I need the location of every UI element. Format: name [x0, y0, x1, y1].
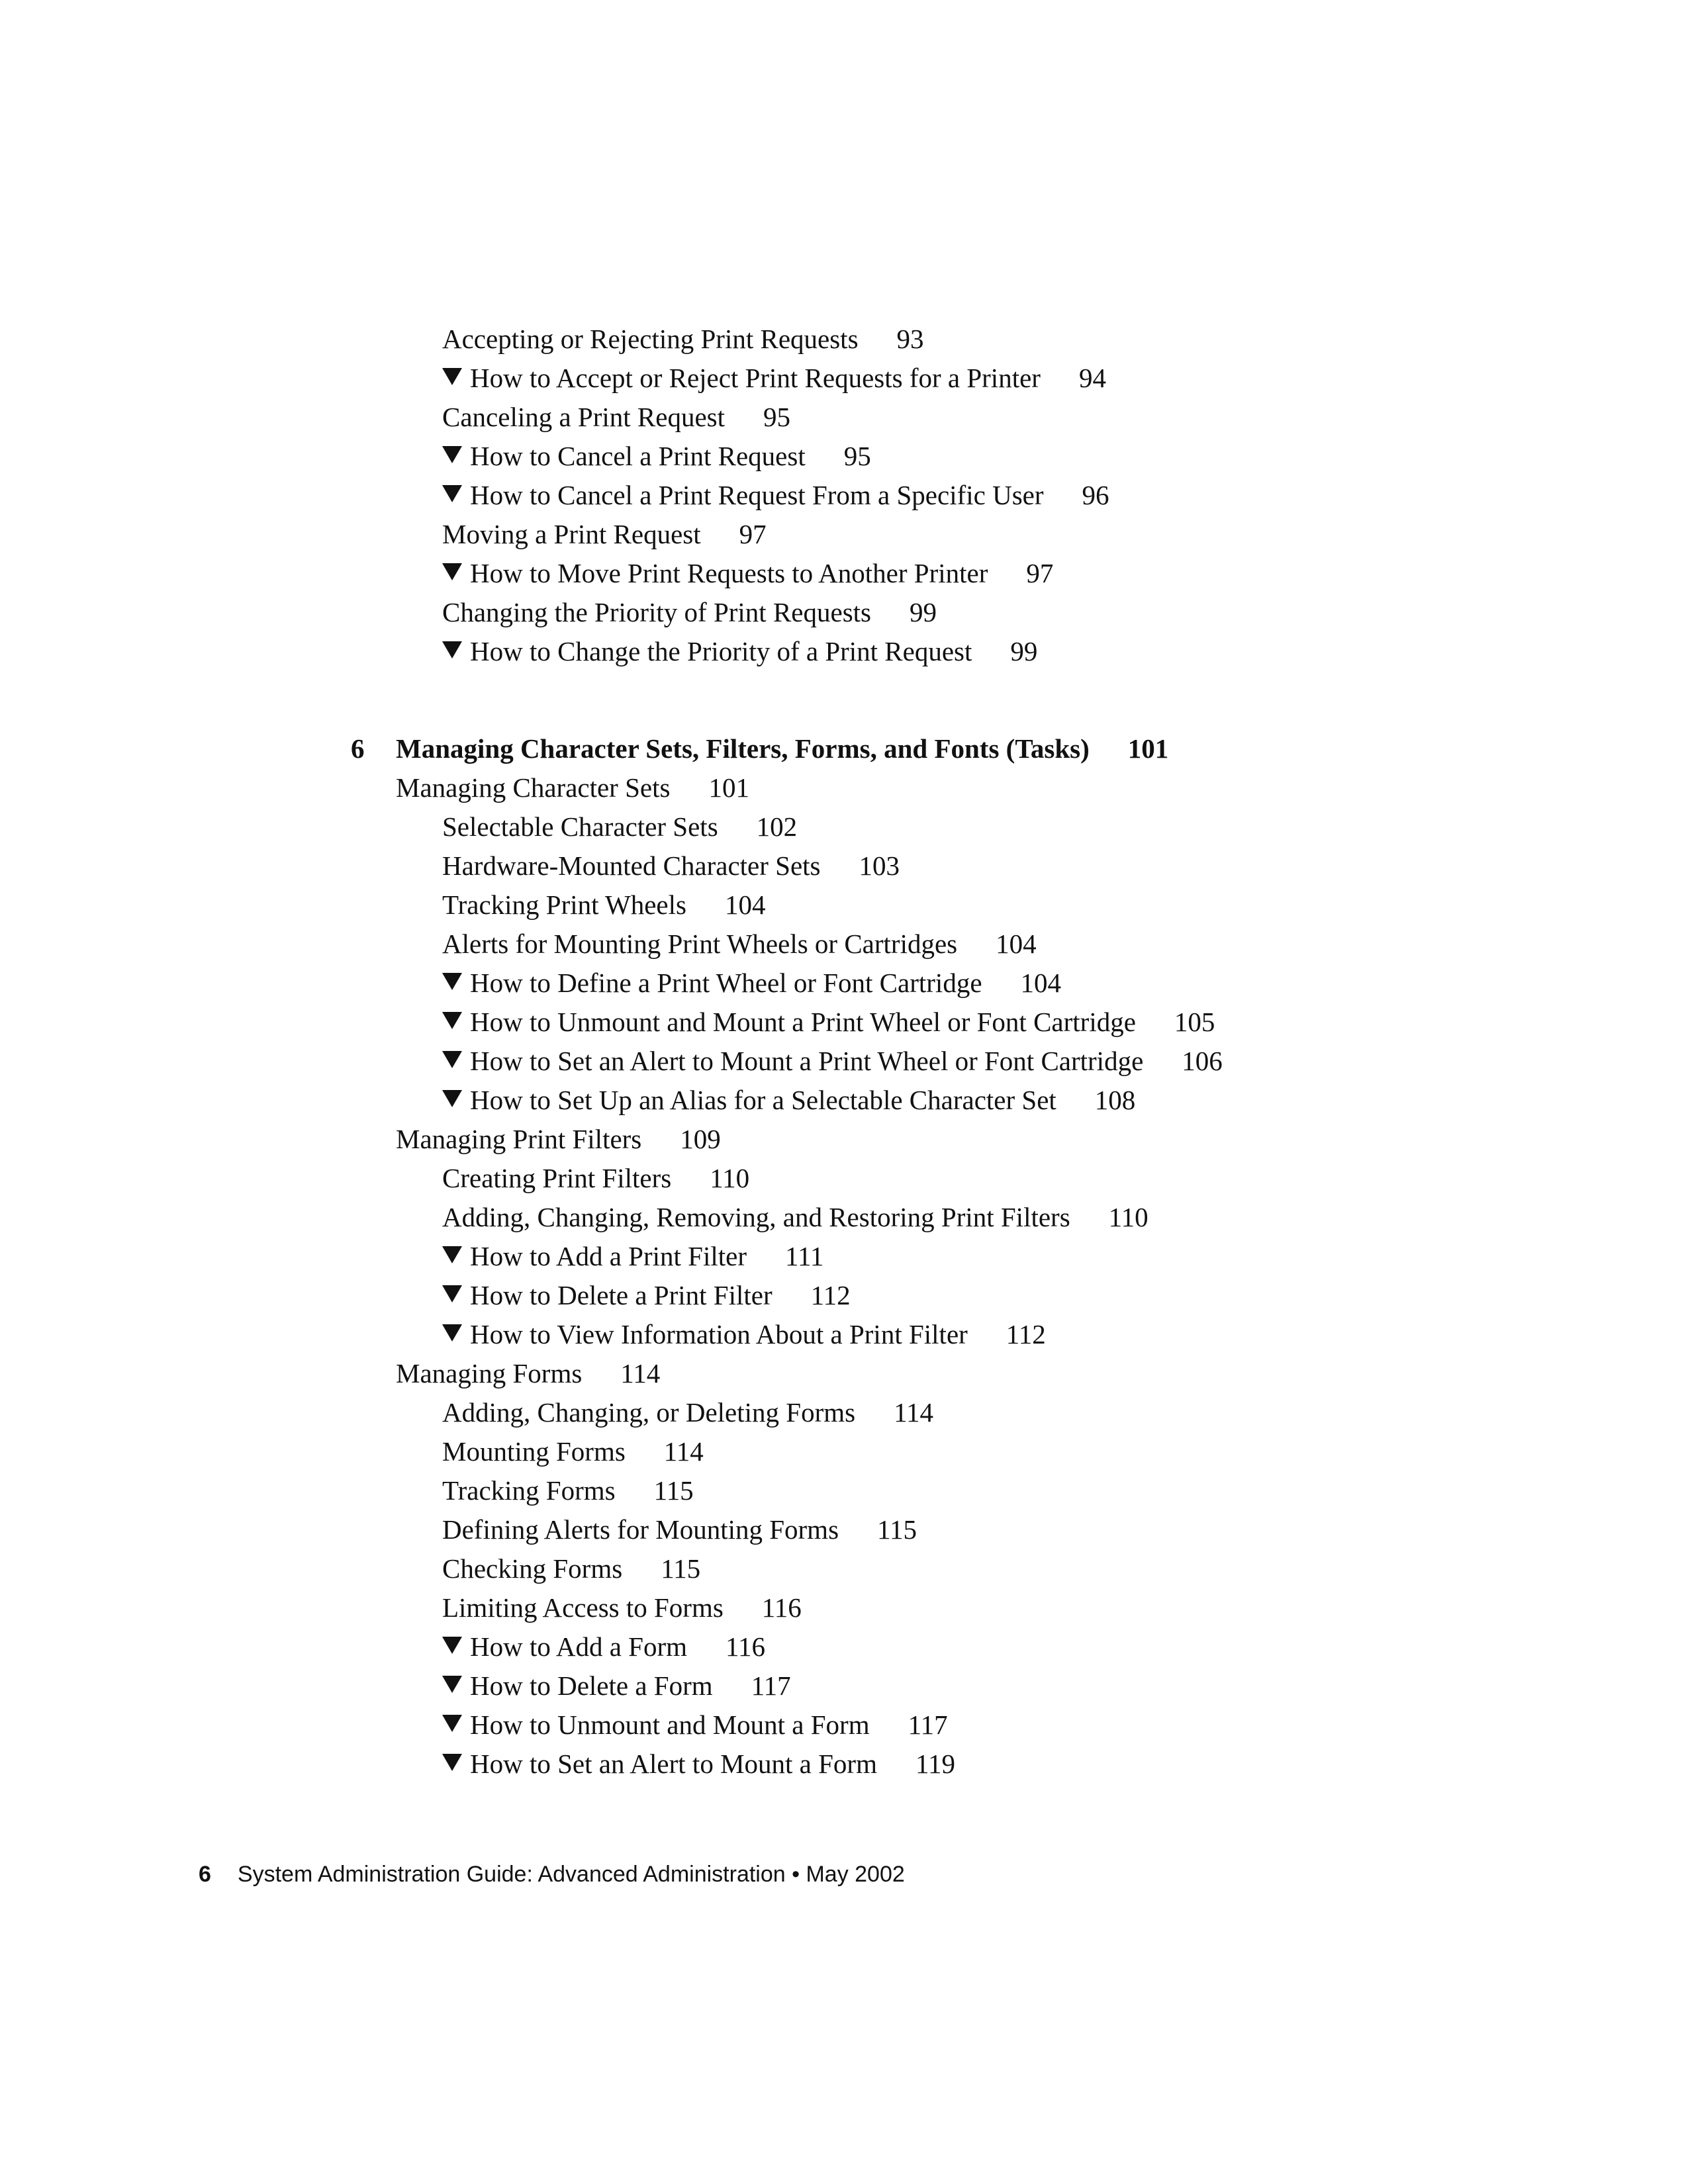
toc-entry-page: 94 [1078, 363, 1106, 393]
toc-entry[interactable] [442, 1474, 694, 1507]
toc-entry[interactable] [442, 439, 871, 473]
toc-entry-page: 116 [726, 1631, 765, 1662]
toc-entry[interactable] [442, 1747, 955, 1780]
toc-entry[interactable] [442, 1279, 851, 1312]
toc-entry-page: 96 [1082, 480, 1109, 510]
toc-entry-page: 99 [1010, 636, 1038, 666]
toc-entry-page: 95 [763, 402, 790, 432]
toc-entry-title: How to Set Up an Alias for a Selectable Character Set [470, 1085, 1056, 1115]
toc-entry-title: Managing Forms [396, 1358, 583, 1388]
task-triangle-icon [442, 641, 462, 659]
toc-entry-page: 108 [1094, 1085, 1136, 1115]
toc-entry-title: How to Unmount and Mount a Print Wheel or Font Cartridge [470, 1007, 1136, 1037]
task-triangle-icon [442, 1246, 462, 1263]
toc-entry-title: How to Set an Alert to Mount a Form [470, 1749, 877, 1779]
toc-entry[interactable] [442, 888, 765, 921]
toc-entry-page: 114 [663, 1436, 704, 1467]
chapter-title: Managing Character Sets, Filters, Forms, and Fonts (Tasks) [396, 733, 1090, 764]
toc-entry[interactable] [442, 478, 1109, 512]
toc-entry-title: Alerts for Mounting Print Wheels or Cartridges [442, 929, 958, 959]
toc-entry[interactable] [442, 361, 1106, 394]
toc-entry-page: 112 [1006, 1319, 1046, 1349]
toc-entry[interactable] [442, 1240, 823, 1273]
toc-entry-page: 104 [996, 929, 1037, 959]
task-triangle-icon [442, 368, 462, 385]
toc-entry[interactable] [442, 596, 937, 629]
task-triangle-icon [442, 1715, 462, 1732]
toc-entry-title: Adding, Changing, Removing, and Restoring Print Filters [442, 1202, 1070, 1232]
toc-entry-page: 102 [756, 811, 798, 842]
toc-entry-page: 110 [710, 1163, 750, 1193]
toc-entry[interactable] [442, 1552, 700, 1585]
toc-entry-page: 115 [877, 1514, 917, 1545]
toc-entry-page: 115 [661, 1553, 701, 1584]
toc-entry-title: Accepting or Rejecting Print Requests [442, 324, 859, 354]
toc-entry-page: 103 [859, 850, 900, 881]
toc-entry[interactable] [442, 966, 1061, 999]
toc-entry-title: Canceling a Print Request [442, 402, 725, 432]
toc-entry[interactable] [442, 1708, 948, 1741]
toc-entry-title: Managing Print Filters [396, 1124, 642, 1154]
task-triangle-icon [442, 1012, 462, 1029]
toc-entry-page: 111 [784, 1241, 824, 1271]
toc-entry-page: 99 [910, 597, 937, 627]
task-triangle-icon [442, 1754, 462, 1771]
toc-entry-title: How to View Information About a Print Filter [470, 1319, 968, 1349]
toc-entry-page: 117 [751, 1670, 791, 1701]
task-triangle-icon [442, 1324, 462, 1342]
toc-entry[interactable] [442, 1513, 917, 1546]
toc-entry-title: How to Cancel a Print Request From a Specific User [470, 480, 1044, 510]
toc-entry-title: Tracking Print Wheels [442, 889, 686, 920]
toc-entry-title: Hardware-Mounted Character Sets [442, 850, 821, 881]
task-triangle-icon [442, 563, 462, 580]
toc-entry-title: How to Change the Priority of a Print Request [470, 636, 972, 666]
toc-entry-title: Adding, Changing, or Deleting Forms [442, 1397, 856, 1428]
chapter-page: 101 [1127, 733, 1169, 764]
toc-entry-page: 117 [908, 1709, 948, 1740]
footer-text: System Administration Guide: Advanced Administration • May 2002 [237, 1862, 905, 1887]
toc-entry-title: How to Add a Form [470, 1631, 687, 1662]
task-triangle-icon [442, 1090, 462, 1107]
toc-entry-title: How to Delete a Form [470, 1670, 713, 1701]
task-triangle-icon [442, 1676, 462, 1693]
toc-entry-page: 104 [1020, 968, 1062, 998]
toc-entry[interactable] [442, 1318, 1046, 1351]
toc-entry-page: 114 [894, 1397, 934, 1428]
page-footer [199, 1861, 905, 1888]
footer-page-number: 6 [199, 1862, 211, 1887]
toc-entry-title: How to Set an Alert to Mount a Print Wheel or Font Cartridge [470, 1046, 1144, 1076]
toc-entry-page: 95 [843, 441, 871, 471]
toc-entry[interactable] [442, 1396, 933, 1429]
toc-entry-title: How to Delete a Print Filter [470, 1280, 773, 1310]
toc-entry-title: Mounting Forms [442, 1436, 626, 1467]
toc-entry[interactable] [442, 849, 900, 882]
toc-entry-title: Managing Character Sets [396, 772, 671, 803]
task-triangle-icon [442, 1051, 462, 1068]
toc-entry-page: 116 [761, 1592, 802, 1623]
toc-entry-title: How to Cancel a Print Request [470, 441, 806, 471]
toc-entry-title: Selectable Character Sets [442, 811, 718, 842]
toc-entry-page: 93 [896, 324, 924, 354]
toc-entry-page: 104 [724, 889, 766, 920]
toc-entry[interactable] [396, 1122, 721, 1156]
toc-entry-title: Tracking Forms [442, 1475, 616, 1506]
toc-entry[interactable] [442, 1591, 802, 1624]
toc-entry-title: How to Accept or Reject Print Requests for a Printer [470, 363, 1041, 393]
toc-entry-page: 114 [620, 1358, 661, 1388]
toc-entry[interactable] [442, 400, 790, 433]
toc-entry-title: How to Move Print Requests to Another Printer [470, 558, 988, 588]
toc-entry-page: 101 [708, 772, 749, 803]
toc-entry-page: 97 [739, 519, 767, 549]
toc-entry[interactable] [442, 927, 1037, 960]
toc-entry-page: 115 [653, 1475, 694, 1506]
toc-entry-title: Changing the Priority of Print Requests [442, 597, 871, 627]
task-triangle-icon [442, 485, 462, 502]
chapter-entry[interactable] [396, 732, 1168, 765]
toc-entry-page: 97 [1026, 558, 1054, 588]
toc-entry-page: 112 [810, 1280, 851, 1310]
toc-entry-page: 109 [680, 1124, 721, 1154]
toc-entry[interactable] [442, 1630, 765, 1663]
toc-entry[interactable] [396, 771, 749, 804]
toc-entry-page: 110 [1108, 1202, 1149, 1232]
toc-entry-title: How to Unmount and Mount a Form [470, 1709, 870, 1740]
toc-entry[interactable] [442, 635, 1037, 668]
toc-entry-title: Limiting Access to Forms [442, 1592, 724, 1623]
toc-entry-page: 106 [1182, 1046, 1223, 1076]
toc-entry[interactable] [442, 810, 797, 843]
toc-entry[interactable] [442, 557, 1053, 590]
toc-entry-title: Moving a Print Request [442, 519, 701, 549]
chapter-number: 6 [351, 733, 365, 764]
toc-entry[interactable] [442, 1044, 1223, 1077]
task-triangle-icon [442, 973, 462, 990]
toc-entry-title: How to Define a Print Wheel or Font Cartridge [470, 968, 982, 998]
toc-entry-page: 105 [1174, 1007, 1215, 1037]
toc-entry[interactable] [442, 1435, 704, 1468]
task-triangle-icon [442, 1637, 462, 1654]
toc-entry-title: Creating Print Filters [442, 1163, 672, 1193]
toc-entry[interactable] [442, 1201, 1149, 1234]
task-triangle-icon [442, 446, 462, 463]
toc-entry-page: 119 [915, 1749, 955, 1779]
toc-entry[interactable] [442, 1005, 1215, 1038]
toc-entry-title: Checking Forms [442, 1553, 623, 1584]
toc-entry-title: Defining Alerts for Mounting Forms [442, 1514, 839, 1545]
toc-entry[interactable] [442, 1669, 791, 1702]
toc-entry[interactable] [442, 1161, 749, 1195]
toc-entry[interactable] [442, 322, 924, 355]
toc-entry[interactable] [442, 518, 767, 551]
toc-entry-title: How to Add a Print Filter [470, 1241, 747, 1271]
task-triangle-icon [442, 1285, 462, 1302]
toc-entry[interactable] [442, 1083, 1135, 1116]
toc-entry[interactable] [396, 1357, 660, 1390]
